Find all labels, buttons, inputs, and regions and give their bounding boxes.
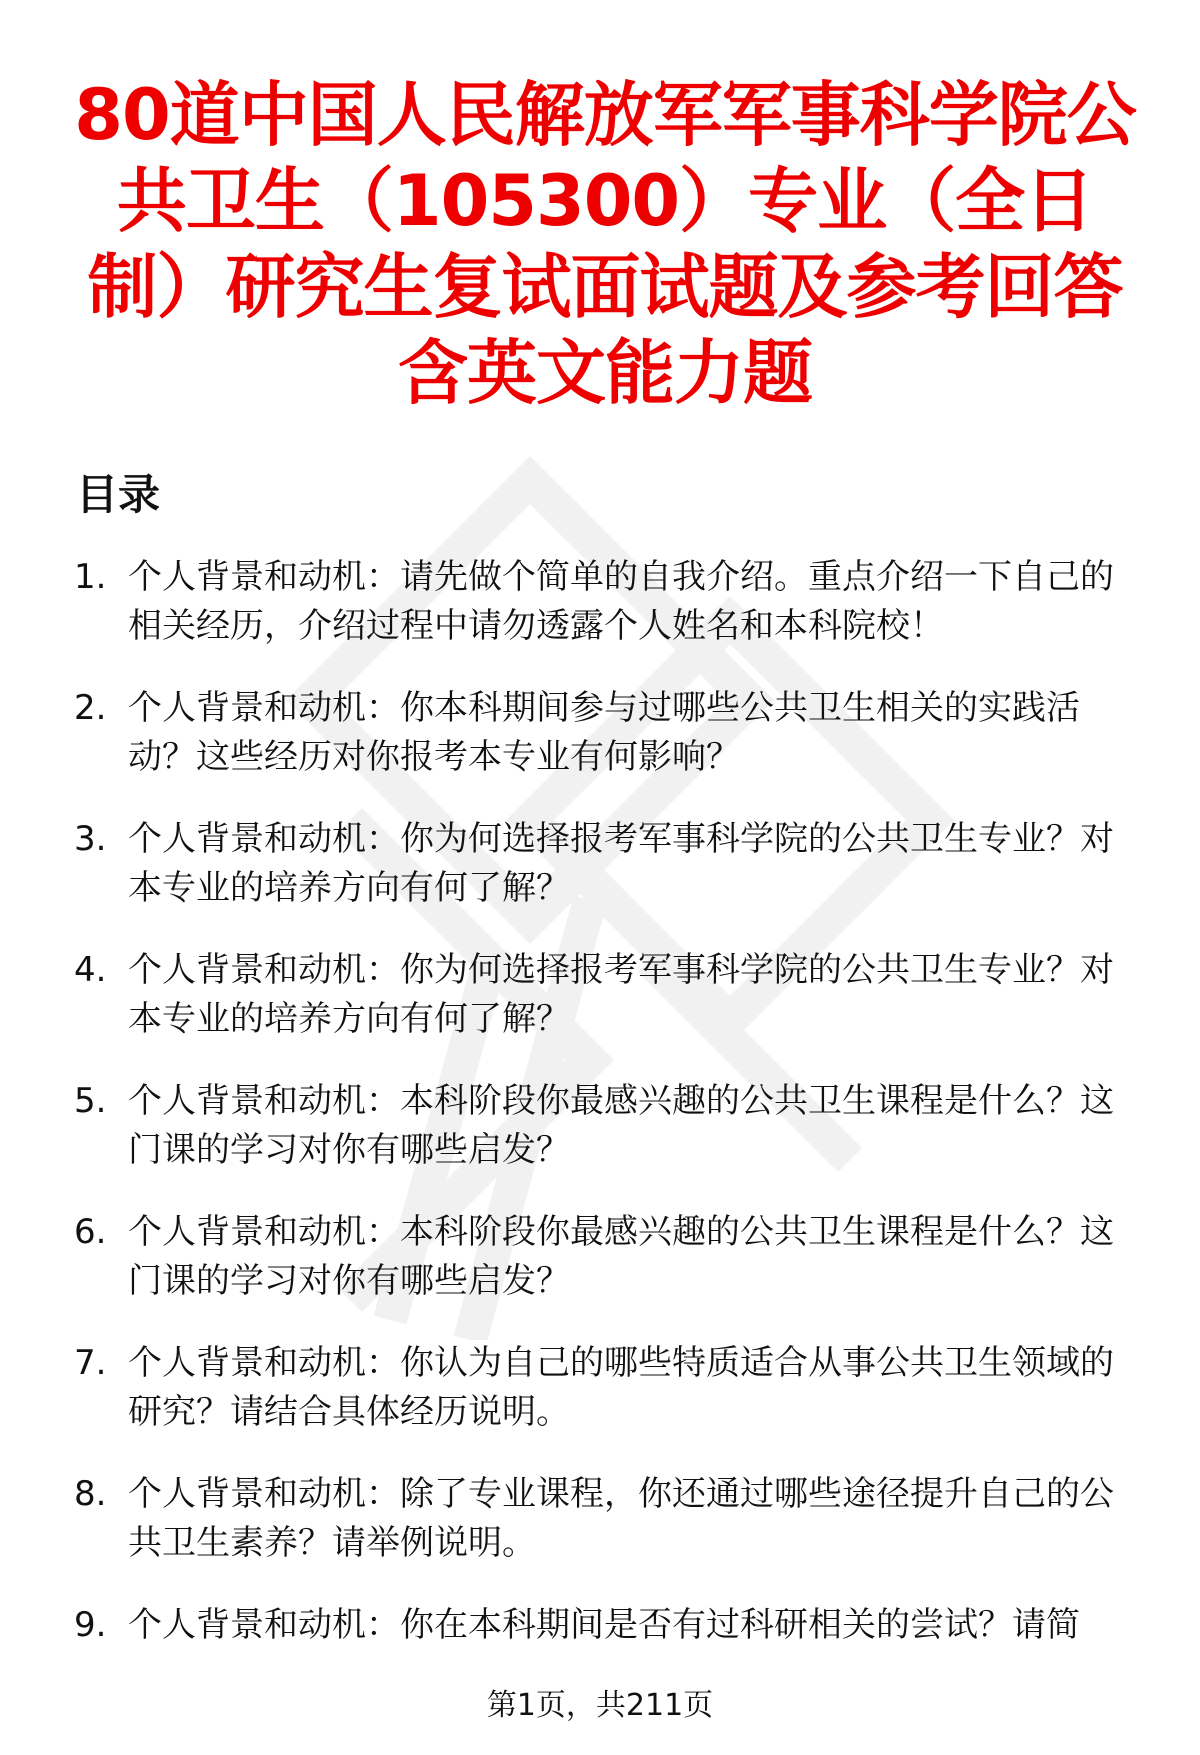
toc-item[interactable]: [74, 815, 1144, 913]
toc-item[interactable]: [74, 553, 1144, 651]
toc-item[interactable]: [74, 684, 1144, 782]
page-number-footer: 第1页，共211页: [486, 1688, 714, 1723]
toc-item-text: 个人背景和动机：你在本科期间是否有过科研相关的尝试？请简: [128, 1605, 1080, 1645]
document-title: 80道中国人民解放军军事科学院公共卫生（105300）专业（全日制）研究生复试面试题及参考回答含英文能力题: [74, 74, 1136, 414]
toc-item-number: 4.: [74, 950, 107, 990]
toc-item-number: 6.: [74, 1212, 107, 1252]
toc-item-number: 2.: [74, 688, 107, 728]
toc-item-text: 个人背景和动机：你为何选择报考军事科学院的公共卫生专业？对本专业的培养方向有何了解？: [128, 819, 1114, 908]
toc-item-text: 个人背景和动机：本科阶段你最感兴趣的公共卫生课程是什么？这门课的学习对你有哪些启发？: [128, 1212, 1114, 1301]
toc-item[interactable]: [74, 1077, 1144, 1175]
toc-item-text: 个人背景和动机：除了专业课程，你还通过哪些途径提升自己的公共卫生素养？请举例说明。: [128, 1474, 1114, 1563]
toc-item-text: 个人背景和动机：你认为自己的哪些特质适合从事公共卫生领域的研究？请结合具体经历说明。: [128, 1343, 1114, 1432]
toc-item-number: 9.: [74, 1605, 107, 1645]
toc-list: [74, 553, 1144, 1683]
toc-item-number: 7.: [74, 1343, 107, 1383]
toc-heading: 目录: [76, 470, 161, 519]
toc-item-number: 8.: [74, 1474, 107, 1514]
toc-item-number: 5.: [74, 1081, 107, 1121]
toc-item[interactable]: [74, 946, 1144, 1044]
toc-item[interactable]: [74, 1601, 1144, 1650]
toc-item-number: 3.: [74, 819, 107, 859]
toc-item[interactable]: [74, 1470, 1144, 1568]
toc-item-text: 个人背景和动机：请先做个简单的自我介绍。重点介绍一下自己的相关经历，介绍过程中请勿透露个人姓名和本科院校！: [128, 557, 1114, 646]
toc-item-text: 个人背景和动机：你本科期间参与过哪些公共卫生相关的实践活动？这些经历对你报考本专业有何影响？: [128, 688, 1080, 777]
toc-item-text: 个人背景和动机：本科阶段你最感兴趣的公共卫生课程是什么？这门课的学习对你有哪些启发？: [128, 1081, 1114, 1170]
toc-item[interactable]: [74, 1339, 1144, 1437]
toc-item-text: 个人背景和动机：你为何选择报考军事科学院的公共卫生专业？对本专业的培养方向有何了解？: [128, 950, 1114, 1039]
toc-item-number: 1.: [74, 557, 107, 597]
toc-item[interactable]: [74, 1208, 1144, 1306]
